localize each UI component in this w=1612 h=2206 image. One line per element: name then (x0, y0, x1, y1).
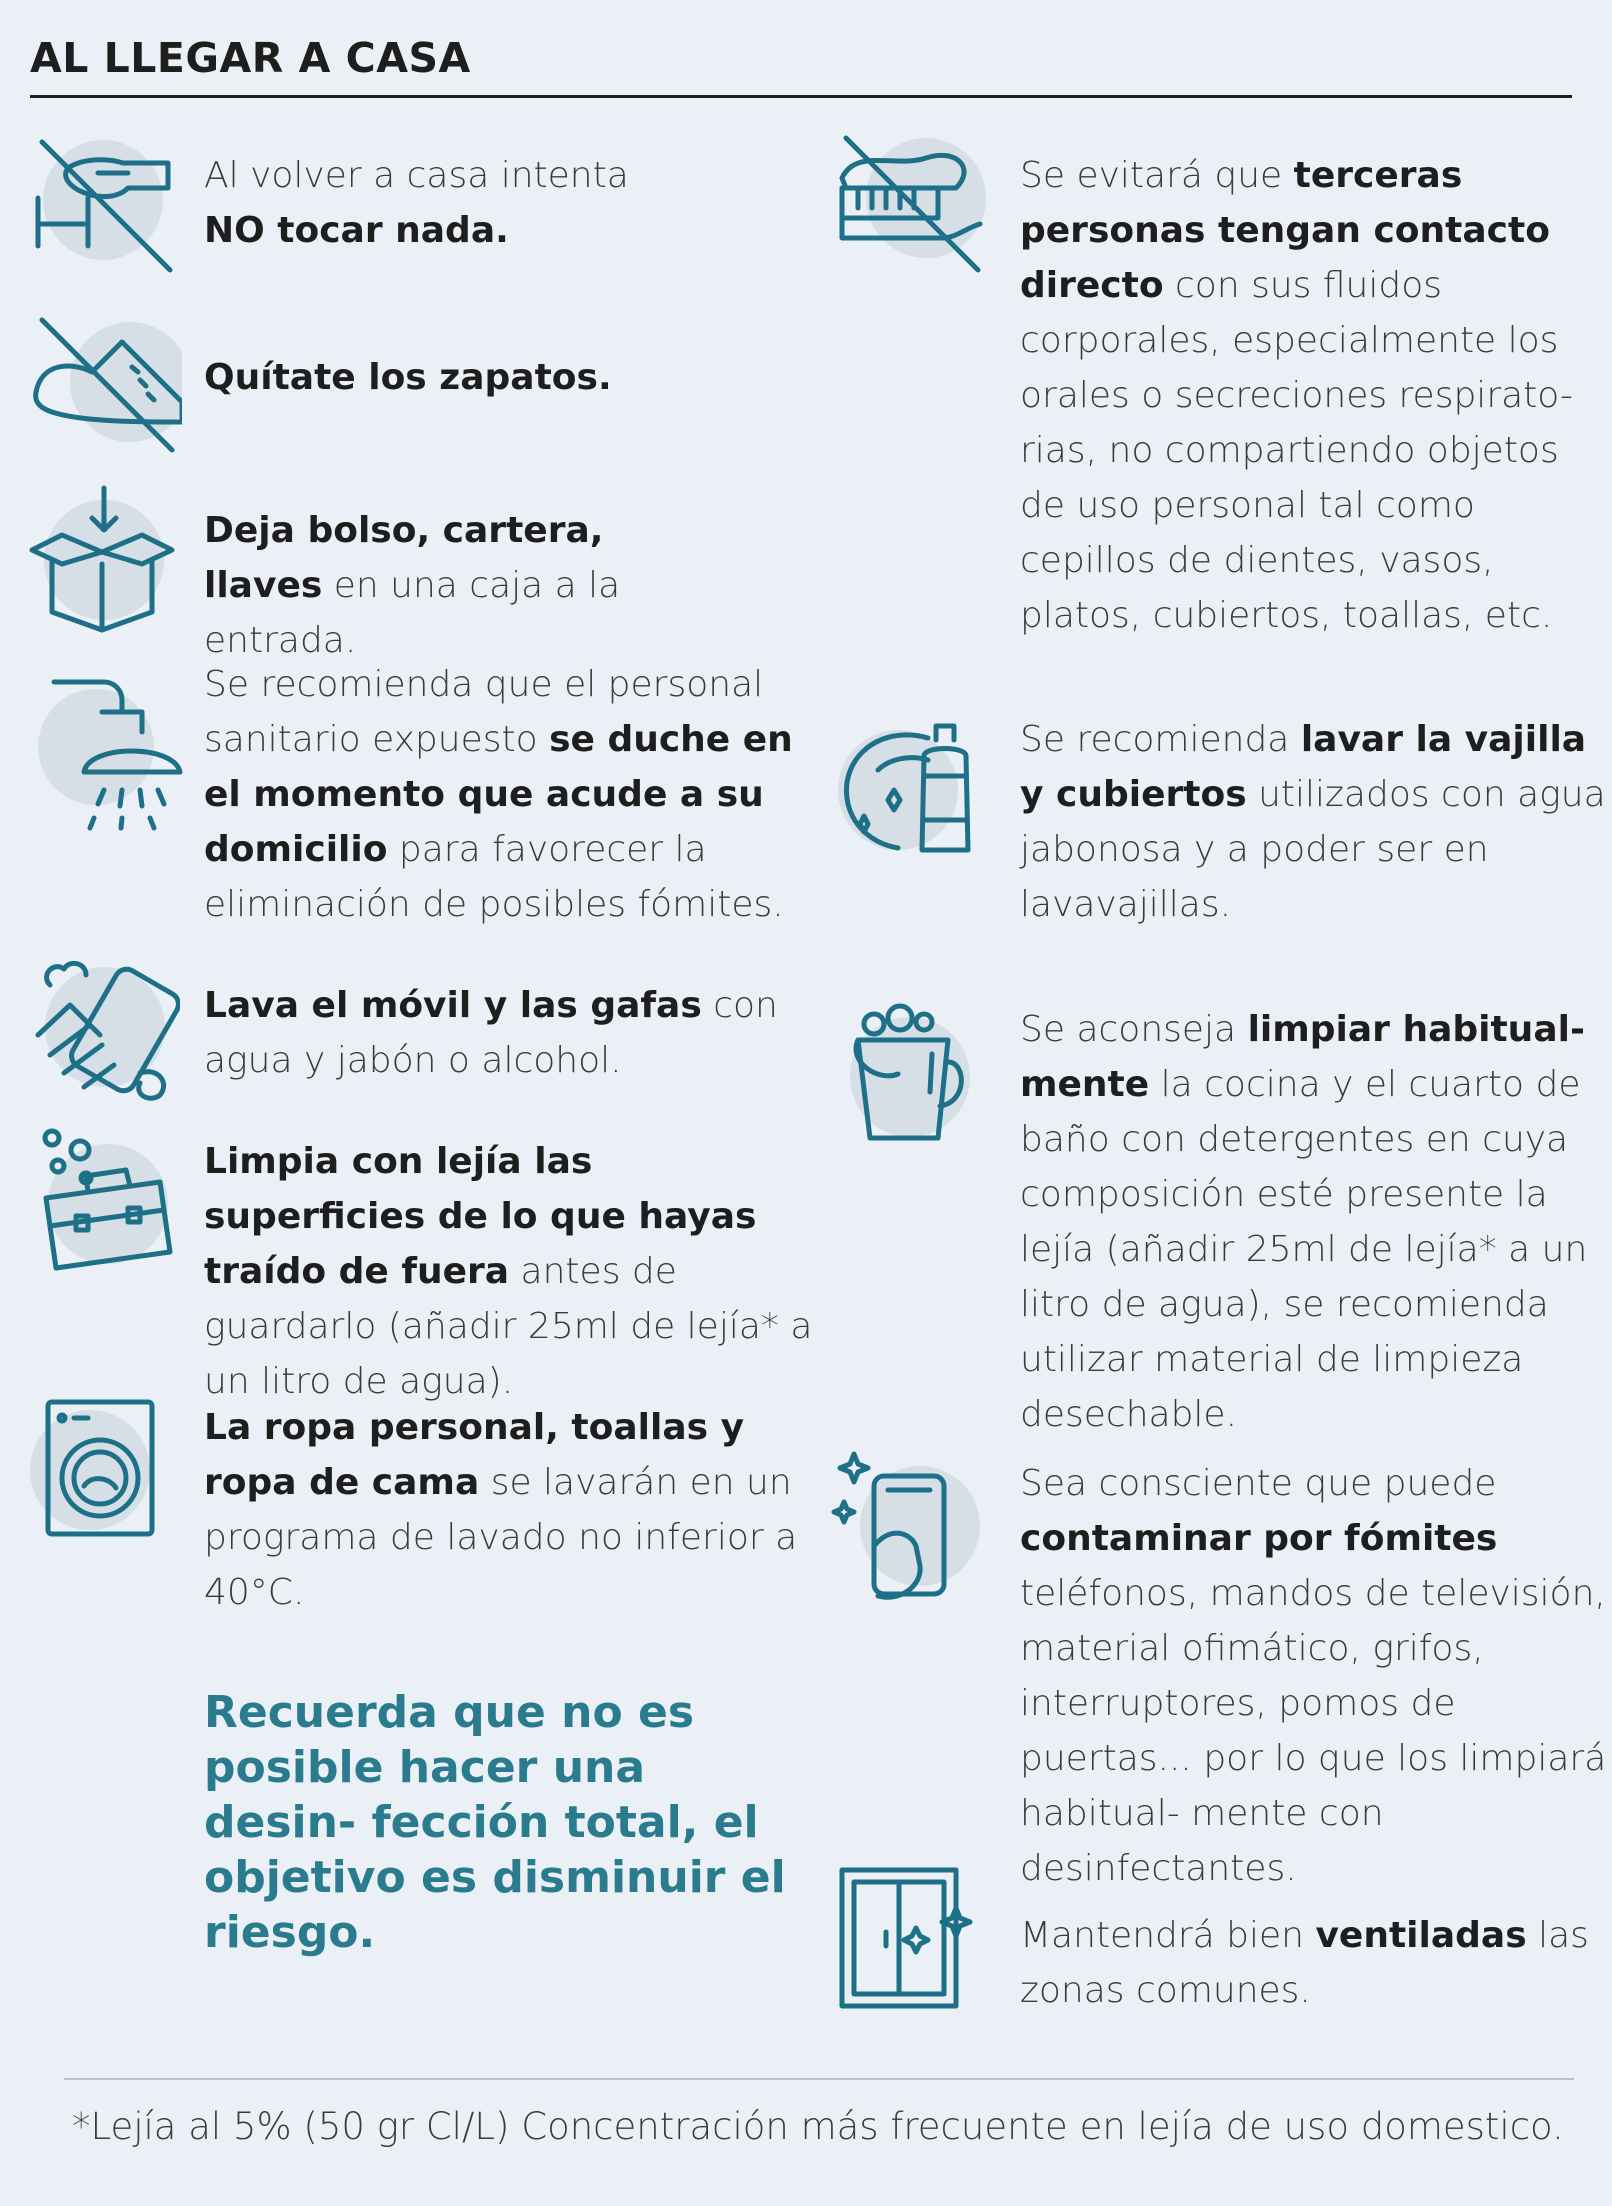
instruction-bleach-surfaces: Limpia con lejía las superficies de lo que hayas traído de fuera antes de guardarlo (añadir 25ml de lejía* a un litro de agua). (204, 1141, 813, 1402)
dishes-detergent-icon (838, 720, 988, 870)
page-title: AL LLEGAR A CASA (30, 34, 471, 82)
instruction-clean-kitchen: Se aconseja limpiar habitual- mente la cocina y el cuarto de baño con detergentes en cuya composición esté presente la lejía (añadir 25ml de lejía* a un litro de agua), se recomienda utilizar material de limpieza desechable. (1020, 1009, 1588, 1435)
instruction-ventilate: Mantendrá bien ventiladas las zonas comunes. (1020, 1915, 1589, 2011)
box-arrow-icon (22, 480, 182, 640)
no-shoes-icon (22, 312, 182, 462)
instruction-shower: Se recomienda que el personal sanitario expuesto se duche en el momento que acude a su domicilio para favorecer la eliminación de posibles fómites. (204, 664, 793, 925)
bleach-briefcase-icon (30, 1126, 180, 1276)
no-touch-hand-icon (28, 128, 178, 278)
instruction-no-shared-items: Se evitará que terceras personas tengan contacto directo con sus fluidos corporales, especialmente los orales o secreciones respirato- rias, no compartiendo objetos de uso personal tal como cepillos de dientes, vasos, platos, cubiertos, toallas, etc. (1020, 155, 1573, 636)
instruction-leave-items: Deja bolso, cartera, llaves en una caja a la entrada. (204, 510, 621, 661)
title-divider (30, 95, 1572, 98)
footnote-divider (64, 2078, 1574, 2080)
footnote: *Lejía al 5% (50 gr Cl/L) Concentración más frecuente en lejía de uso domestico. (72, 2105, 1564, 2148)
instruction-wash-dishes: Se recomienda lavar la vajilla y cubiertos utilizados con agua jabonosa y a poder ser en lavavajillas. (1020, 719, 1606, 925)
instruction-no-touch: Al volver a casa intenta NO tocar nada. (204, 155, 629, 251)
instruction-wash-phone: Lava el móvil y las gafas con agua y jabón o alcohol. (204, 985, 778, 1081)
wash-phone-icon (30, 955, 180, 1105)
instruction-laundry: La ropa personal, toallas y ropa de cama se lavarán en un programa de lavado no inferior a 40°C. (204, 1407, 798, 1613)
instruction-remove-shoes: Quítate los zapatos. (204, 357, 612, 398)
shower-icon (34, 672, 184, 832)
window-sparkle-icon (836, 1866, 986, 2016)
bucket-icon (838, 1002, 988, 1152)
washing-machine-icon (28, 1398, 178, 1548)
no-toothbrush-icon (836, 128, 986, 278)
reminder-note: Recuerda que no es posible hacer una desin- fección total, el objetivo es disminuir el riesgo. (204, 1687, 786, 1958)
instruction-fomites: Sea consciente que puede contaminar por fómites teléfonos, mandos de televisión, material ofimático, grifos, interruptores, pomos de puertas... por lo que los limpiará habitual- mente con desinfectantes. (1020, 1463, 1607, 1889)
hand-phone-sparkle-icon (830, 1446, 990, 1606)
